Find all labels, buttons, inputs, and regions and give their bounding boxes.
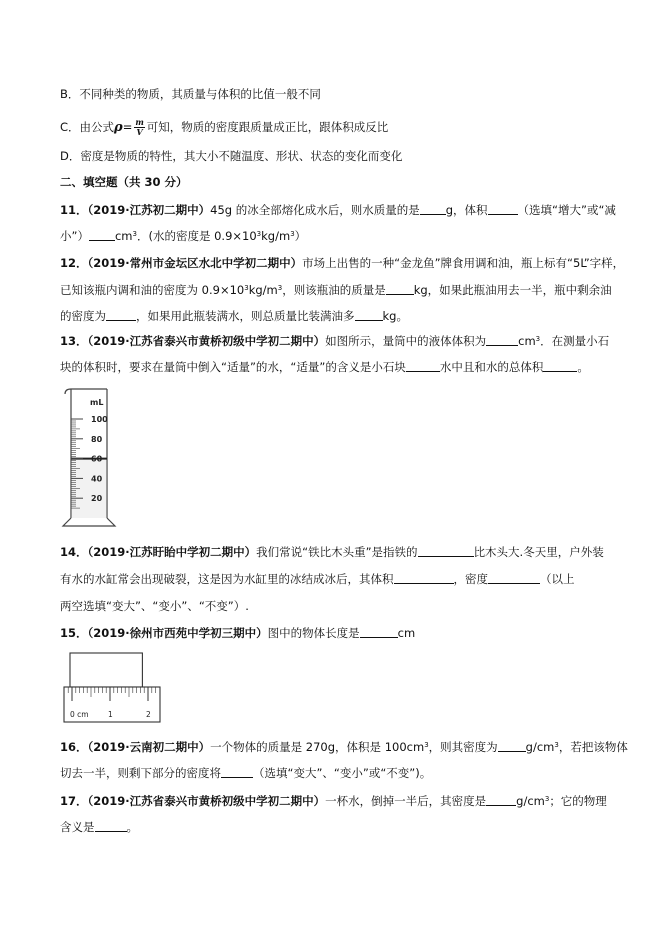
- question-text: 45g 的冰全部熔化成水后，则水质量的是: [210, 203, 420, 217]
- answer-blank[interactable]: [221, 766, 253, 778]
- question-number: 13．: [60, 334, 88, 348]
- question-source: （2019·云南初二期中）: [87, 740, 211, 754]
- question-source: （2019·江苏初二期中）: [87, 203, 211, 217]
- question-source: （2019·江苏省泰兴市黄桥初级中学初二期中）: [87, 334, 326, 348]
- question-number: 14．: [60, 545, 88, 559]
- superscript: 3: [554, 741, 559, 749]
- question-13-line-1: [60, 334, 609, 348]
- answer-blank[interactable]: [486, 794, 516, 806]
- cylinder-tick-label: 40: [91, 474, 103, 484]
- question-17-line-1: [60, 794, 607, 808]
- unit-text: cm: [114, 229, 133, 243]
- density-symbol: ρ: [114, 120, 123, 135]
- unit-text: g/cm: [525, 740, 555, 754]
- question-source: （2019·江苏省泰兴市黄桥初级中学初二期中）: [87, 794, 326, 808]
- question-source: （2019·江苏盱眙中学初二期中）: [87, 545, 257, 559]
- unit-text: cm: [397, 626, 416, 640]
- answer-blank[interactable]: [406, 360, 440, 372]
- question-12-line-3: [60, 309, 408, 323]
- answer-blank[interactable]: [360, 626, 398, 638]
- cylinder-tick-label: 60: [91, 454, 103, 464]
- question-11-line-1: [60, 203, 616, 217]
- question-text: 小”）: [60, 229, 89, 243]
- superscript: 3: [244, 284, 249, 292]
- question-text: 一杯水，倒掉一半后，其密度是: [325, 794, 487, 808]
- question-text: 。: [126, 820, 138, 834]
- option-c: [60, 118, 388, 137]
- section-heading: [60, 175, 188, 189]
- answer-blank[interactable]: [394, 572, 454, 584]
- measured-object: [70, 653, 142, 687]
- question-text: 市场上出售的一种“金龙鱼”牌食用调和油，瓶上标有“5L”字样，: [302, 256, 625, 270]
- unit-text: g/cm: [516, 794, 545, 808]
- answer-blank[interactable]: [418, 545, 474, 557]
- question-11-line-2: [60, 229, 306, 243]
- question-text: （以上: [540, 572, 575, 586]
- question-text: 水中且和水的总体积: [439, 360, 544, 374]
- question-text: 含义是: [60, 820, 95, 834]
- question-source: （2019·常州市金坛区水北中学初二期中）: [87, 256, 303, 270]
- cylinder-tick-label: 100: [91, 415, 108, 424]
- answer-blank[interactable]: [543, 360, 577, 372]
- question-17-line-2: [60, 820, 138, 834]
- section-heading-text: 二、填空题（共 30 分）: [60, 175, 188, 189]
- option-c-prefix: C．由公式: [60, 120, 115, 134]
- answer-blank[interactable]: [355, 309, 383, 321]
- question-text: ．(水的密度是 0.9×10: [136, 229, 257, 243]
- question-text: 两空选填“变大”、“变小”、“不变”）.: [60, 599, 249, 613]
- question-text: kg。: [382, 309, 408, 323]
- superscript: 3: [290, 230, 295, 238]
- question-text: kg，如果此瓶油用去一半，瓶中剩余油: [413, 283, 612, 297]
- option-c-text: 可知，物质的密度跟质量成正比，跟体积成反比: [146, 120, 389, 134]
- unit-text: kg/m: [248, 283, 278, 297]
- question-source: （2019·徐州市西苑中学初三期中）: [87, 626, 268, 640]
- superscript: 3: [424, 741, 429, 749]
- cylinder-unit-label: mL: [90, 398, 104, 407]
- ruler-figure: [60, 650, 170, 726]
- ruler-label-0: 0 cm: [70, 710, 89, 719]
- question-text: ，则该瓶油的质量是: [282, 283, 386, 297]
- fraction-numerator: m: [135, 117, 144, 127]
- question-14-line-3: [60, 599, 249, 613]
- cylinder-tick-label: 80: [91, 434, 103, 444]
- question-text: 比木头大.冬天里，户外装: [473, 545, 604, 559]
- question-text: 图中的物体长度是: [267, 626, 360, 640]
- answer-blank[interactable]: [498, 740, 526, 752]
- question-text: ；它的物理: [549, 794, 607, 808]
- superscript: 3: [256, 230, 262, 238]
- superscript: 3: [132, 230, 137, 238]
- question-text: 一个物体的质量是 270g，体积是 100cm: [210, 740, 425, 754]
- question-text: ，则其密度为: [428, 740, 498, 754]
- option-d-text: D．密度是物质的特性，其大小不随温度、形状、状态的变化而变化: [60, 149, 403, 163]
- question-text: ）: [294, 229, 307, 243]
- density-formula-fraction: [134, 118, 144, 137]
- superscript: 3: [277, 284, 283, 292]
- unit-text: kg/m: [261, 229, 291, 243]
- answer-blank[interactable]: [95, 820, 127, 832]
- question-number: 15．: [60, 626, 88, 640]
- graduated-cylinder-figure: [60, 386, 130, 532]
- ruler-label-2: 2: [146, 710, 151, 719]
- superscript: 3: [535, 335, 541, 343]
- unit-text: cm: [518, 334, 536, 348]
- question-text: （选填“变大”、“变小”或“不变”)。: [253, 766, 432, 780]
- fraction-denominator: V: [136, 127, 143, 137]
- answer-blank[interactable]: [486, 334, 518, 346]
- ruler-label-1: 1: [108, 710, 113, 719]
- answer-blank[interactable]: [420, 203, 446, 215]
- cylinder-base: [63, 518, 115, 526]
- question-14-line-2: [60, 572, 575, 586]
- question-15-line-1: [60, 626, 415, 640]
- question-text: ，若把该物体: [558, 740, 628, 754]
- question-16-line-1: [60, 740, 628, 754]
- question-number: 16．: [60, 740, 88, 754]
- question-text: ，如果用此瓶装满水，则总质量比装满油多: [136, 309, 355, 323]
- question-text: 如图所示，量筒中的液体体积为: [325, 334, 487, 348]
- answer-blank[interactable]: [488, 203, 518, 215]
- equals-sign: =: [122, 120, 133, 134]
- question-text: 的密度为: [60, 309, 106, 323]
- question-14-line-1: [60, 545, 604, 559]
- question-text: 。: [577, 360, 589, 374]
- cylinder-tick-label: 20: [91, 494, 103, 504]
- question-number: 17．: [60, 794, 88, 808]
- answer-blank[interactable]: [89, 229, 115, 241]
- option-d: [60, 149, 402, 163]
- question-text: 切去一半，则剩下部分的密度将: [60, 766, 221, 780]
- question-text: ．在测量小石: [540, 334, 610, 348]
- answer-blank[interactable]: [106, 309, 136, 321]
- question-number: 12．: [60, 256, 88, 270]
- answer-blank[interactable]: [386, 283, 414, 295]
- question-16-line-2: [60, 766, 431, 780]
- question-text: 有水的水缸常会出现破裂，这是因为水缸里的冰结成冰后，其体积: [60, 572, 394, 586]
- question-text: 已知该瓶内调和油的密度为 0.9×10: [60, 283, 245, 297]
- question-number: 11．: [60, 203, 88, 217]
- question-12-line-2: [60, 283, 612, 297]
- question-12-line-1: [60, 256, 624, 270]
- superscript: 3: [544, 795, 550, 803]
- question-text: （选填“增大”或“减: [517, 203, 616, 217]
- question-13-line-2: [60, 360, 589, 374]
- question-text: ，密度: [453, 572, 488, 586]
- question-text: 我们常说“铁比木头重”是指铁的: [256, 545, 418, 559]
- question-text: g，体积: [445, 203, 488, 217]
- answer-blank[interactable]: [488, 572, 540, 584]
- option-b: [60, 87, 321, 101]
- question-text: 块的体积时，要求在量筒中倒入“适量”的水，“适量”的含义是小石块: [60, 360, 406, 374]
- option-b-text: B．不同种类的物质，其质量与体积的比值一般不同: [60, 87, 321, 101]
